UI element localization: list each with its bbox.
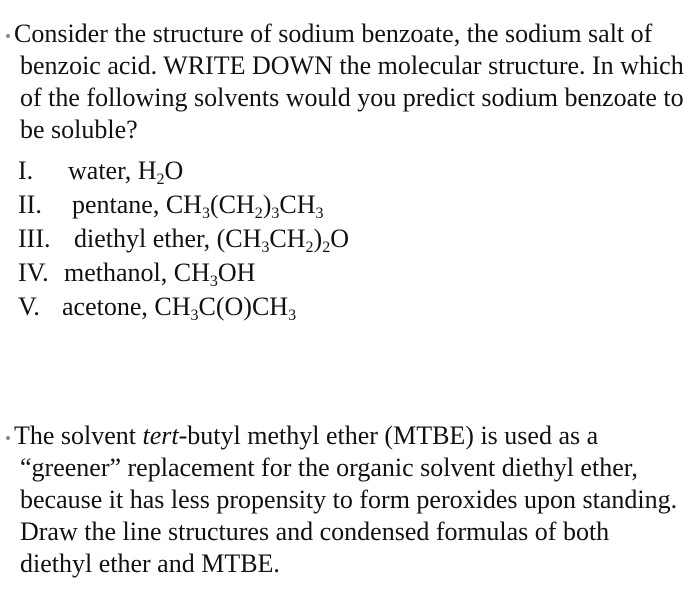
option-name: diethyl ether, xyxy=(74,224,217,253)
question-2-text-rest: -butyl methyl ether (MTBE) is used as a “greener” replacement for the organic solvent diethyl ether, because it has less propensity to form peroxides upon standing. Draw the line structures and condensed formulas of both diethyl ether and MTBE. xyxy=(20,421,678,578)
option-formula: $H_2O$ xyxy=(137,156,184,188)
option-formula: $CH_3OH$ xyxy=(173,258,256,290)
option-methanol xyxy=(18,256,686,290)
option-number: I. xyxy=(18,156,34,185)
option-acetone xyxy=(18,290,686,324)
option-water xyxy=(18,154,686,188)
option-number: II. xyxy=(18,190,42,219)
question-2 xyxy=(6,420,686,580)
question-1-prompt: Consider the structure of sodium benzoate, the sodium salt of benzoic acid. WRITE DOWN the molecular structure. In which of the following solvents would you predict sodium benzoate to be soluble? xyxy=(14,19,684,144)
option-pentane xyxy=(18,188,686,222)
option-number: III. xyxy=(18,224,51,253)
question-2-italic: tert xyxy=(142,421,179,450)
question-1 xyxy=(6,18,686,324)
option-name: pentane, xyxy=(72,190,166,219)
option-number: V. xyxy=(18,292,40,321)
option-diethyl-ether xyxy=(18,222,686,256)
option-formula: $CH_3(CH_2)_3CH_3$ xyxy=(165,190,324,222)
question-2-text xyxy=(6,420,686,580)
question-1-text xyxy=(6,18,686,146)
option-number: IV. xyxy=(18,258,49,287)
bullet-dot xyxy=(6,34,10,38)
option-name: methanol, xyxy=(64,258,174,287)
option-formula: $CH_3C(O)CH_3$ xyxy=(154,292,297,324)
option-formula: $(CH_3CH_2)_2O$ xyxy=(216,224,349,256)
option-name: water, xyxy=(68,156,138,185)
bullet-dot xyxy=(6,436,10,440)
option-name: acetone, xyxy=(62,292,155,321)
solvent-options xyxy=(18,154,686,324)
question-2-text-start: The solvent xyxy=(14,421,143,450)
